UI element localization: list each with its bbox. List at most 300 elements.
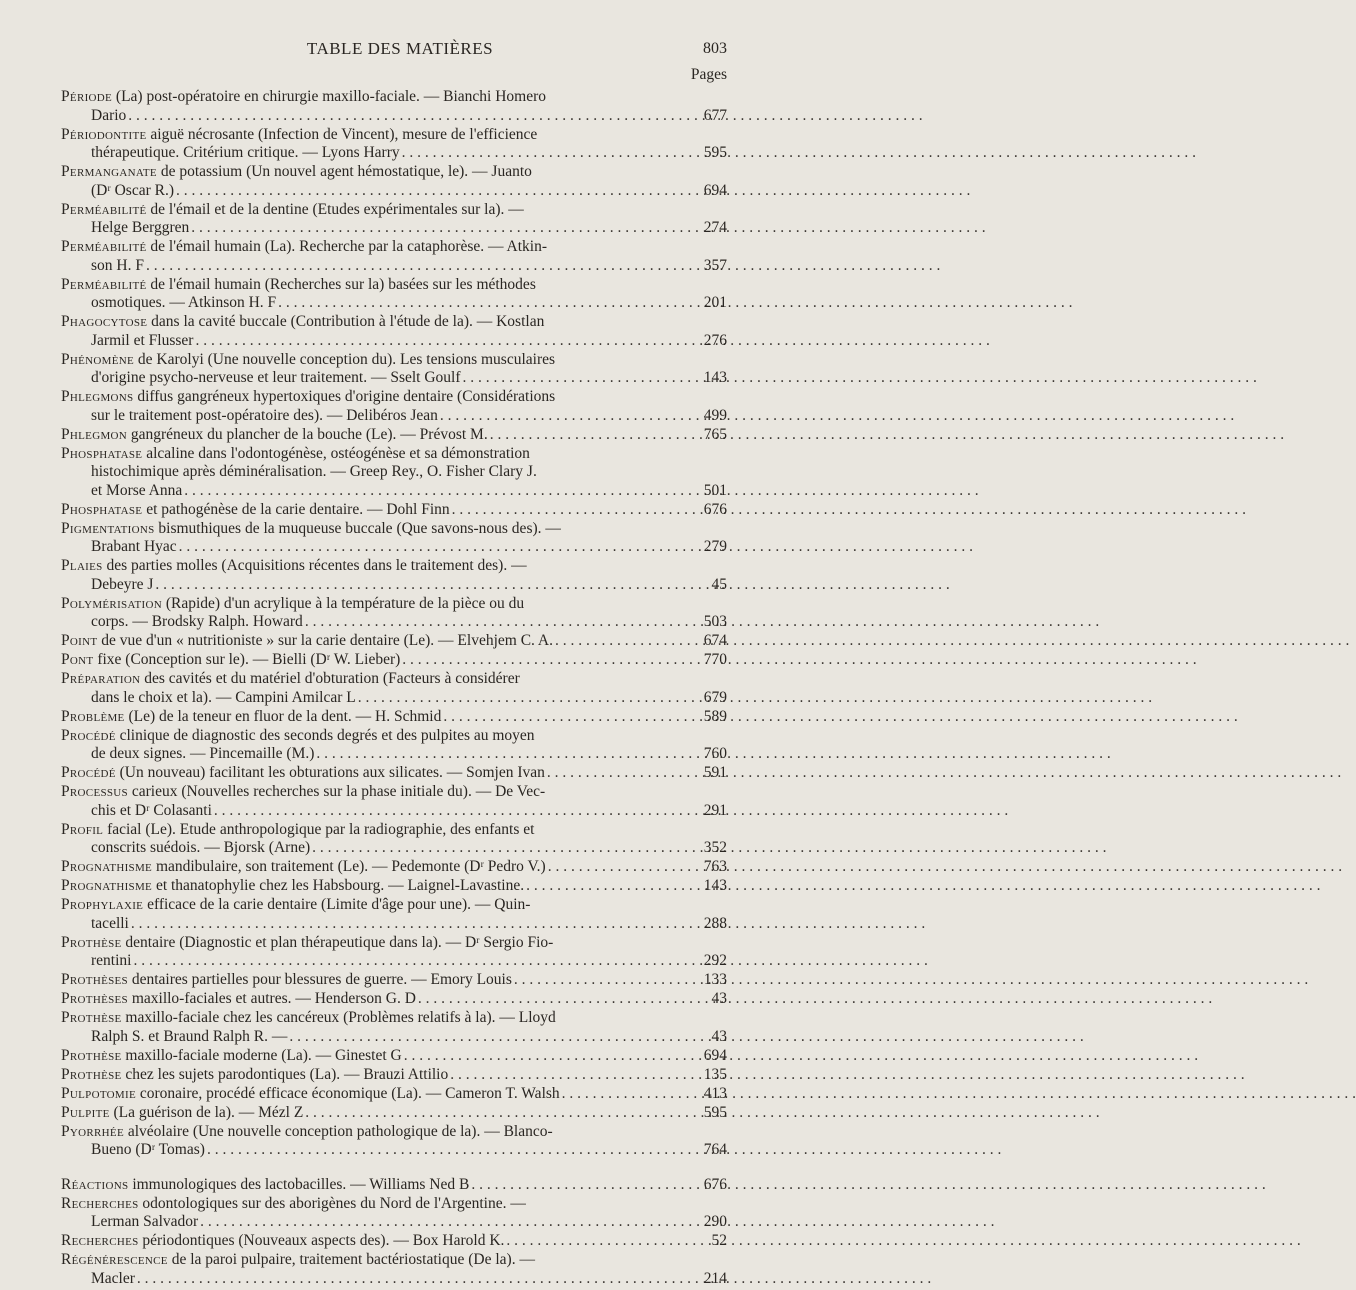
entry-first-line bbox=[61, 163, 727, 182]
index-entry bbox=[61, 632, 727, 651]
entry-description: des cavités et du matériel d'obturation (Facteurs à considérer bbox=[140, 670, 520, 687]
entry-keyword: Procédé bbox=[61, 726, 116, 744]
entry-last-line bbox=[61, 1270, 727, 1289]
index-entry bbox=[61, 520, 727, 557]
entry-keyword: Recherches bbox=[61, 1194, 139, 1212]
entry-description: maxillo-faciale moderne (La). — Ginestet G bbox=[121, 1046, 402, 1064]
entry-text bbox=[61, 1066, 448, 1085]
entry-keyword: Prothèse bbox=[61, 1065, 122, 1083]
dot-leader bbox=[490, 426, 697, 445]
entry-text bbox=[61, 971, 512, 990]
dot-leader bbox=[506, 1232, 697, 1251]
entry-continuation: Brabant Hyac bbox=[91, 538, 177, 555]
page-ref: 694 bbox=[703, 181, 727, 199]
index-entry bbox=[61, 877, 727, 896]
entry-description: alvéolaire (Une nouvelle conception pathologique de la). — Blanco- bbox=[123, 1122, 553, 1140]
entry-description: (La guérison de la). — Mézl Z bbox=[109, 1103, 304, 1121]
entry-text bbox=[61, 1195, 526, 1214]
page-ref: 276 bbox=[703, 331, 727, 349]
index-entry bbox=[61, 1066, 727, 1085]
entry-first-line bbox=[61, 821, 727, 840]
entry-text bbox=[61, 557, 527, 576]
entry-first-line bbox=[61, 1176, 727, 1195]
page-ref: 679 bbox=[703, 688, 727, 706]
entry-first-line bbox=[61, 126, 727, 145]
dot-leader bbox=[179, 538, 697, 557]
entry-keyword: Prothèses bbox=[61, 971, 128, 988]
page-ref: 770 bbox=[703, 651, 727, 668]
entry-text bbox=[61, 1085, 560, 1104]
index-entry bbox=[61, 1104, 727, 1123]
entry-description: (Rapide) d'un acrylique à la température de la pièce ou du bbox=[161, 594, 525, 612]
page-ref: 357 bbox=[703, 256, 727, 274]
entry-text bbox=[61, 351, 555, 370]
entry-keyword: Phénomène bbox=[61, 350, 135, 368]
entry-first-line bbox=[61, 595, 727, 614]
entry-keyword: Prophylaxie bbox=[61, 896, 144, 913]
entry-continuation: thérapeutique. Critérium critique. — Lyons Harry bbox=[91, 144, 400, 161]
entry-first-line bbox=[61, 445, 727, 464]
entry-description: (La) post-opératoire en chirurgie maxillo-faciale. — Bianchi Homero bbox=[112, 88, 547, 105]
dot-leader bbox=[471, 1176, 697, 1195]
entry-continuation: rentini bbox=[91, 952, 132, 969]
entry-description: efficace de la carie dentaire (Limite d'âge pour une). — Quin- bbox=[143, 896, 531, 913]
dot-leader bbox=[450, 1066, 697, 1085]
entry-first-line bbox=[61, 313, 727, 332]
entry-text bbox=[61, 126, 537, 145]
dot-leader bbox=[200, 1213, 697, 1232]
index-entry bbox=[61, 1251, 727, 1288]
index-entry bbox=[61, 1047, 727, 1066]
page-ref: 595 bbox=[703, 1103, 727, 1121]
entry-keyword: Période bbox=[61, 88, 113, 105]
entry-first-line bbox=[61, 1085, 727, 1104]
dot-leader bbox=[133, 952, 697, 971]
entry-text bbox=[61, 764, 545, 783]
entry-first-line bbox=[61, 1066, 727, 1085]
dot-leader bbox=[184, 482, 697, 501]
entry-text bbox=[61, 445, 530, 464]
entry-first-line bbox=[61, 388, 727, 407]
dot-leader bbox=[562, 1085, 697, 1104]
index-entry bbox=[61, 201, 727, 238]
dot-leader bbox=[463, 369, 697, 388]
entry-continuation: son H. F bbox=[91, 256, 144, 274]
page-ref: 201 bbox=[703, 294, 727, 311]
entry-text bbox=[61, 276, 536, 295]
index-entry bbox=[61, 1085, 727, 1104]
entry-first-line bbox=[61, 1195, 727, 1214]
entry-last-line bbox=[61, 802, 727, 821]
index-entry bbox=[61, 238, 727, 275]
dot-leader bbox=[207, 1141, 697, 1160]
dot-leader bbox=[418, 990, 697, 1009]
entry-description: de Karolyi (Une nouvelle conception du). Les tensions musculaires bbox=[134, 350, 556, 368]
entry-last-line bbox=[61, 369, 727, 388]
dot-leader bbox=[526, 877, 697, 896]
entry-text bbox=[61, 1104, 303, 1123]
entry-last-line bbox=[61, 576, 727, 595]
entry-text bbox=[61, 501, 450, 520]
entry-continuation-line bbox=[61, 463, 727, 482]
entry-continuation: Ralph S. et Braund Ralph R. — bbox=[91, 1027, 288, 1045]
index-entry bbox=[61, 445, 727, 501]
entry-keyword: Perméabilité bbox=[61, 238, 147, 255]
entry-description: carieux (Nouvelles recherches sur la phase initiale du). — De Vec- bbox=[127, 783, 546, 800]
dot-leader bbox=[191, 219, 697, 238]
index-entry bbox=[61, 708, 727, 727]
entry-text bbox=[61, 163, 532, 182]
entry-continuation: Debeyre J bbox=[91, 575, 154, 593]
index-entry bbox=[61, 1123, 727, 1160]
entry-keyword: Point bbox=[61, 632, 98, 649]
entry-keyword: Perméabilité bbox=[61, 200, 147, 218]
page-ref: 591 bbox=[703, 764, 727, 781]
dot-leader bbox=[547, 764, 697, 783]
dot-leader bbox=[214, 802, 697, 821]
dot-leader bbox=[452, 501, 697, 520]
entry-description: de l'émail humain (La). Recherche par la cataphorèse. — Atkin- bbox=[146, 238, 548, 255]
entry-text bbox=[61, 313, 544, 332]
entry-description: de l'émail et de la dentine (Etudes expérimentales sur la). — bbox=[146, 200, 524, 218]
dot-leader bbox=[176, 182, 697, 201]
entry-text bbox=[61, 670, 520, 689]
page-ref: 413 bbox=[703, 1084, 727, 1102]
entry-first-line bbox=[61, 88, 727, 107]
entry-last-line bbox=[61, 1213, 727, 1232]
entry-keyword: Profil bbox=[61, 820, 104, 838]
index-entry bbox=[61, 727, 727, 764]
entry-text bbox=[61, 201, 524, 220]
entry-last-line bbox=[61, 257, 727, 276]
entry-description: et thanatophylie chez les Habsbourg. — Laignel-Lavastine. bbox=[152, 877, 525, 894]
entry-description: des parties molles (Acquisitions récentes dans le traitement des). — bbox=[102, 557, 527, 574]
entry-description: dans la cavité buccale (Contribution à l'étude de la). — Kostlan bbox=[147, 313, 545, 330]
dot-leader bbox=[278, 294, 697, 313]
entry-continuation: dans le choix et la). — Campini Amilcar L bbox=[91, 688, 356, 706]
page-ref: 765 bbox=[703, 425, 727, 443]
entry-continuation: chis et Dʳ Colasanti bbox=[91, 801, 212, 819]
entry-first-line bbox=[61, 201, 727, 220]
entry-keyword: Pont bbox=[61, 651, 94, 668]
dot-leader bbox=[440, 407, 697, 426]
entry-keyword: Prognathisme bbox=[61, 877, 153, 894]
dot-leader bbox=[195, 332, 697, 351]
dot-leader bbox=[402, 651, 697, 670]
page-ref: 694 bbox=[703, 1046, 727, 1064]
entry-first-line bbox=[61, 1232, 727, 1251]
dot-leader bbox=[305, 1104, 697, 1123]
page-ref: 288 bbox=[703, 914, 727, 932]
index-entry bbox=[61, 557, 727, 594]
entry-text bbox=[61, 990, 416, 1009]
page-ref: 595 bbox=[703, 144, 727, 161]
entry-description: aiguë nécrosante (Infection de Vincent), mesure de l'efficience bbox=[146, 125, 538, 143]
page-ref: 676 bbox=[703, 500, 727, 518]
index-entry bbox=[61, 388, 727, 425]
entry-last-line bbox=[61, 294, 727, 313]
entry-continuation: tacelli bbox=[91, 914, 129, 932]
page-header bbox=[0, 40, 800, 60]
entry-continuation: Helge Berggren bbox=[91, 219, 190, 236]
entry-text bbox=[61, 388, 555, 407]
entry-text bbox=[61, 88, 546, 107]
entry-last-line bbox=[61, 1141, 727, 1160]
entry-keyword: Polymérisation bbox=[61, 594, 162, 612]
entry-description: dentaire (Diagnostic et plan thérapeutique dans la). — Dʳ Sergio Fio- bbox=[121, 933, 554, 951]
entry-description: maxillo-faciale chez les cancéreux (Problèmes relatifs à la). — Lloyd bbox=[121, 1009, 556, 1026]
entry-last-line bbox=[61, 407, 727, 426]
entry-text bbox=[61, 858, 546, 877]
entry-last-line bbox=[61, 482, 727, 501]
entry-keyword: Périodontite bbox=[61, 125, 147, 143]
entry-keyword: Prognathisme bbox=[61, 858, 153, 875]
entry-continuation: Jarmil et Flusser bbox=[91, 331, 194, 349]
entry-continuation: de deux signes. — Pincemaille (M.) bbox=[91, 745, 315, 762]
entry-keyword: Préparation bbox=[61, 670, 141, 687]
entry-last-line bbox=[61, 107, 727, 126]
page-number: 803 bbox=[703, 40, 727, 57]
entry-first-line bbox=[61, 727, 727, 746]
entry-keyword: Phosphatase bbox=[61, 444, 143, 462]
entry-last-line bbox=[61, 332, 727, 351]
index-entry bbox=[61, 764, 727, 783]
entry-description: coronaire, procédé efficace économique (La). — Cameron T. Walsh bbox=[135, 1084, 560, 1102]
entry-first-line bbox=[61, 1009, 727, 1028]
dot-leader bbox=[131, 915, 697, 934]
index-entry bbox=[61, 934, 727, 971]
entry-last-line bbox=[61, 1028, 727, 1047]
entry-first-line bbox=[61, 351, 727, 370]
index-entry bbox=[61, 426, 727, 445]
entry-keyword: Phlegmons bbox=[61, 388, 134, 405]
entry-first-line bbox=[61, 1104, 727, 1123]
index-entry bbox=[61, 313, 727, 350]
index-entry bbox=[61, 670, 727, 707]
entry-text bbox=[61, 1232, 504, 1251]
entry-description: diffus gangréneux hypertoxiques d'origine dentaire (Considérations bbox=[133, 388, 556, 405]
index-entry bbox=[61, 1176, 727, 1195]
dot-leader bbox=[128, 107, 697, 126]
page-ref: 501 bbox=[703, 481, 727, 499]
page-ref: 291 bbox=[703, 801, 727, 819]
dot-leader bbox=[137, 1270, 697, 1289]
entry-first-line bbox=[61, 1047, 727, 1066]
entry-description: gangréneux du plancher de la bouche (Le). — Prévost M. bbox=[127, 425, 488, 443]
entry-text bbox=[61, 426, 488, 445]
page-ref: 43 bbox=[711, 1027, 727, 1045]
entry-last-line bbox=[61, 182, 727, 201]
entry-first-line bbox=[61, 426, 727, 445]
entry-continuation: histochimique après déminéralisation. — Greep Rey., O. Fisher Clary J. bbox=[91, 463, 537, 480]
entry-keyword: Prothèse bbox=[61, 933, 122, 951]
index-entry bbox=[61, 351, 727, 388]
dot-leader bbox=[316, 745, 697, 764]
entry-continuation: Macler bbox=[91, 1269, 135, 1287]
entry-continuation: (Dʳ Oscar R.) bbox=[91, 181, 174, 199]
entry-description: immunologiques des lactobacilles. — Williams Ned B bbox=[128, 1175, 470, 1193]
index-entry bbox=[61, 1195, 727, 1232]
index-entry bbox=[61, 1232, 727, 1251]
index-entry bbox=[61, 501, 727, 520]
entry-keyword: Phosphatase bbox=[61, 500, 143, 518]
entry-first-line bbox=[61, 1123, 727, 1142]
index-entry bbox=[61, 88, 727, 125]
entry-first-line bbox=[61, 783, 727, 802]
index-entry bbox=[61, 971, 727, 990]
entry-keyword: Pyorrhée bbox=[61, 1122, 124, 1140]
index-entries bbox=[61, 88, 727, 1289]
entry-first-line bbox=[61, 934, 727, 953]
page-ref: 135 bbox=[703, 1065, 727, 1083]
running-title: TABLE DES MATIÈRES bbox=[306, 39, 494, 58]
entry-continuation: osmotiques. — Atkinson H. F bbox=[91, 294, 277, 311]
index-entry bbox=[61, 1009, 727, 1046]
page-ref: 52 bbox=[711, 1232, 727, 1249]
page-ref: 676 bbox=[703, 1175, 727, 1193]
entry-keyword: Pigmentations bbox=[61, 519, 155, 537]
dot-leader bbox=[312, 839, 697, 858]
entry-description: et pathogénèse de la carie dentaire. — Dohl Finn bbox=[142, 500, 450, 518]
dot-leader bbox=[514, 971, 697, 990]
index-entry bbox=[61, 651, 727, 670]
entry-keyword: Réactions bbox=[61, 1175, 129, 1193]
entry-description: dentaires partielles pour blessures de guerre. — Emory Louis bbox=[127, 971, 512, 988]
entry-keyword: Régénérescence bbox=[61, 1251, 168, 1268]
index-entry bbox=[61, 783, 727, 820]
page-ref: 133 bbox=[703, 971, 727, 988]
page-ref: 292 bbox=[703, 952, 727, 969]
index-entry bbox=[61, 126, 727, 163]
index-entry bbox=[61, 595, 727, 632]
entry-first-line bbox=[61, 990, 727, 1009]
entry-text bbox=[61, 1176, 469, 1195]
entry-keyword: Phlegmon bbox=[61, 425, 128, 443]
page-ref: 760 bbox=[703, 745, 727, 762]
entry-description: chez les sujets parodontiques (La). — Brauzi Attilio bbox=[121, 1065, 449, 1083]
entry-keyword: Perméabilité bbox=[61, 275, 147, 293]
entry-keyword: Phagocytose bbox=[61, 313, 148, 330]
entry-keyword: Problème bbox=[61, 707, 125, 725]
entry-last-line bbox=[61, 915, 727, 934]
entry-text bbox=[61, 727, 535, 746]
entry-first-line bbox=[61, 557, 727, 576]
dot-leader bbox=[155, 576, 697, 595]
entry-first-line bbox=[61, 971, 727, 990]
entry-text bbox=[61, 1009, 556, 1028]
entry-description: fixe (Conception sur le). — Bielli (Dʳ W. Lieber) bbox=[93, 651, 401, 668]
page-ref: 674 bbox=[703, 632, 727, 649]
page-ref: 503 bbox=[703, 613, 727, 630]
page-ref: 763 bbox=[703, 858, 727, 875]
page-ref: 677 bbox=[703, 106, 727, 124]
entry-text bbox=[61, 934, 553, 953]
entry-first-line bbox=[61, 501, 727, 520]
index-entry bbox=[61, 858, 727, 877]
entry-description: de la paroi pulpaire, traitement bactériostatique (De la). — bbox=[167, 1251, 535, 1268]
entry-continuation: et Morse Anna bbox=[91, 481, 183, 499]
entry-description: mandibulaire, son traitement (Le). — Pedemonte (Dʳ Pedro V.) bbox=[152, 858, 546, 875]
entry-first-line bbox=[61, 877, 727, 896]
entry-continuation: Lerman Salvador bbox=[91, 1213, 199, 1230]
entry-last-line bbox=[61, 952, 727, 971]
entry-text bbox=[61, 1047, 402, 1066]
dot-leader bbox=[146, 257, 697, 276]
entry-keyword: Permanganate bbox=[61, 163, 157, 180]
entry-keyword: Prothèse bbox=[61, 1046, 122, 1064]
entry-first-line bbox=[61, 238, 727, 257]
page-ref: 143 bbox=[703, 369, 727, 386]
entry-last-line bbox=[61, 144, 727, 163]
dot-leader bbox=[305, 613, 697, 632]
entry-text bbox=[61, 1123, 553, 1142]
entry-keyword: Pulpotomie bbox=[61, 1084, 136, 1102]
entry-last-line bbox=[61, 745, 727, 764]
entry-last-line bbox=[61, 538, 727, 557]
entry-keyword: Pulpite bbox=[61, 1103, 110, 1121]
entry-continuation: sur le traitement post-opératoire des). — Delibéros Jean bbox=[91, 406, 438, 424]
entry-first-line bbox=[61, 276, 727, 295]
entry-keyword: Prothèse bbox=[61, 1009, 122, 1026]
page-ref: 143 bbox=[703, 877, 727, 894]
index-entry bbox=[61, 163, 727, 200]
entry-description: bismuthiques de la muqueuse buccale (Que savons-nous des). — bbox=[154, 519, 561, 537]
page-ref: 290 bbox=[703, 1213, 727, 1230]
entry-continuation: corps. — Brodsky Ralph. Howard bbox=[91, 613, 303, 630]
page-ref: 764 bbox=[703, 1141, 727, 1158]
entry-description: (Le) de la teneur en fluor de la dent. — H. Schmid bbox=[124, 707, 442, 725]
entry-continuation: d'origine psycho-nerveuse et leur traitement. — Sselt Goulf bbox=[91, 369, 461, 386]
index-entry bbox=[61, 276, 727, 313]
entry-first-line bbox=[61, 764, 727, 783]
entry-keyword: Prothèses bbox=[61, 990, 128, 1007]
entry-description: (Un nouveau) facilitant les obturations aux silicates. — Somjen Ivan bbox=[115, 764, 545, 781]
page-ref: 45 bbox=[711, 575, 727, 593]
entry-first-line bbox=[61, 670, 727, 689]
dot-leader bbox=[358, 689, 697, 708]
dot-leader bbox=[289, 1028, 697, 1047]
entry-keyword: Recherches bbox=[61, 1232, 139, 1249]
page-ref: 589 bbox=[703, 707, 727, 725]
entry-description: facial (Le). Etude anthropologique par la radiographie, des enfants et bbox=[103, 820, 535, 838]
entry-first-line bbox=[61, 520, 727, 539]
dot-leader bbox=[402, 144, 697, 163]
entry-text bbox=[61, 896, 530, 915]
entry-description: de l'émail humain (Recherches sur la) basées sur les méthodes bbox=[146, 275, 536, 293]
entry-keyword: Plaies bbox=[61, 557, 103, 574]
entry-continuation: conscrits suédois. — Bjorsk (Arne) bbox=[91, 839, 311, 856]
entry-keyword: Procédé bbox=[61, 764, 116, 781]
dot-leader bbox=[548, 858, 697, 877]
entry-text bbox=[61, 651, 400, 670]
entry-first-line bbox=[61, 708, 727, 727]
entry-text bbox=[61, 1251, 535, 1270]
entry-text bbox=[61, 632, 553, 651]
entry-description: périodontiques (Nouveaux aspects des). — Box Harold K. bbox=[138, 1232, 505, 1249]
entry-first-line bbox=[61, 651, 727, 670]
entry-continuation: Bueno (Dʳ Tomas) bbox=[91, 1141, 205, 1158]
entry-description: de vue d'un « nutritioniste » sur la carie dentaire (Le). — Elvehjem C. A. bbox=[97, 632, 553, 649]
index-entry bbox=[61, 821, 727, 858]
page-ref: 43 bbox=[711, 990, 727, 1007]
entry-description: odontologiques sur des aborigènes du Nord de l'Argentine. — bbox=[138, 1194, 526, 1212]
entry-last-line bbox=[61, 689, 727, 708]
index-entry bbox=[61, 896, 727, 933]
page-ref: 279 bbox=[703, 538, 727, 555]
entry-first-line bbox=[61, 858, 727, 877]
dot-leader bbox=[555, 632, 697, 651]
entry-last-line bbox=[61, 613, 727, 632]
